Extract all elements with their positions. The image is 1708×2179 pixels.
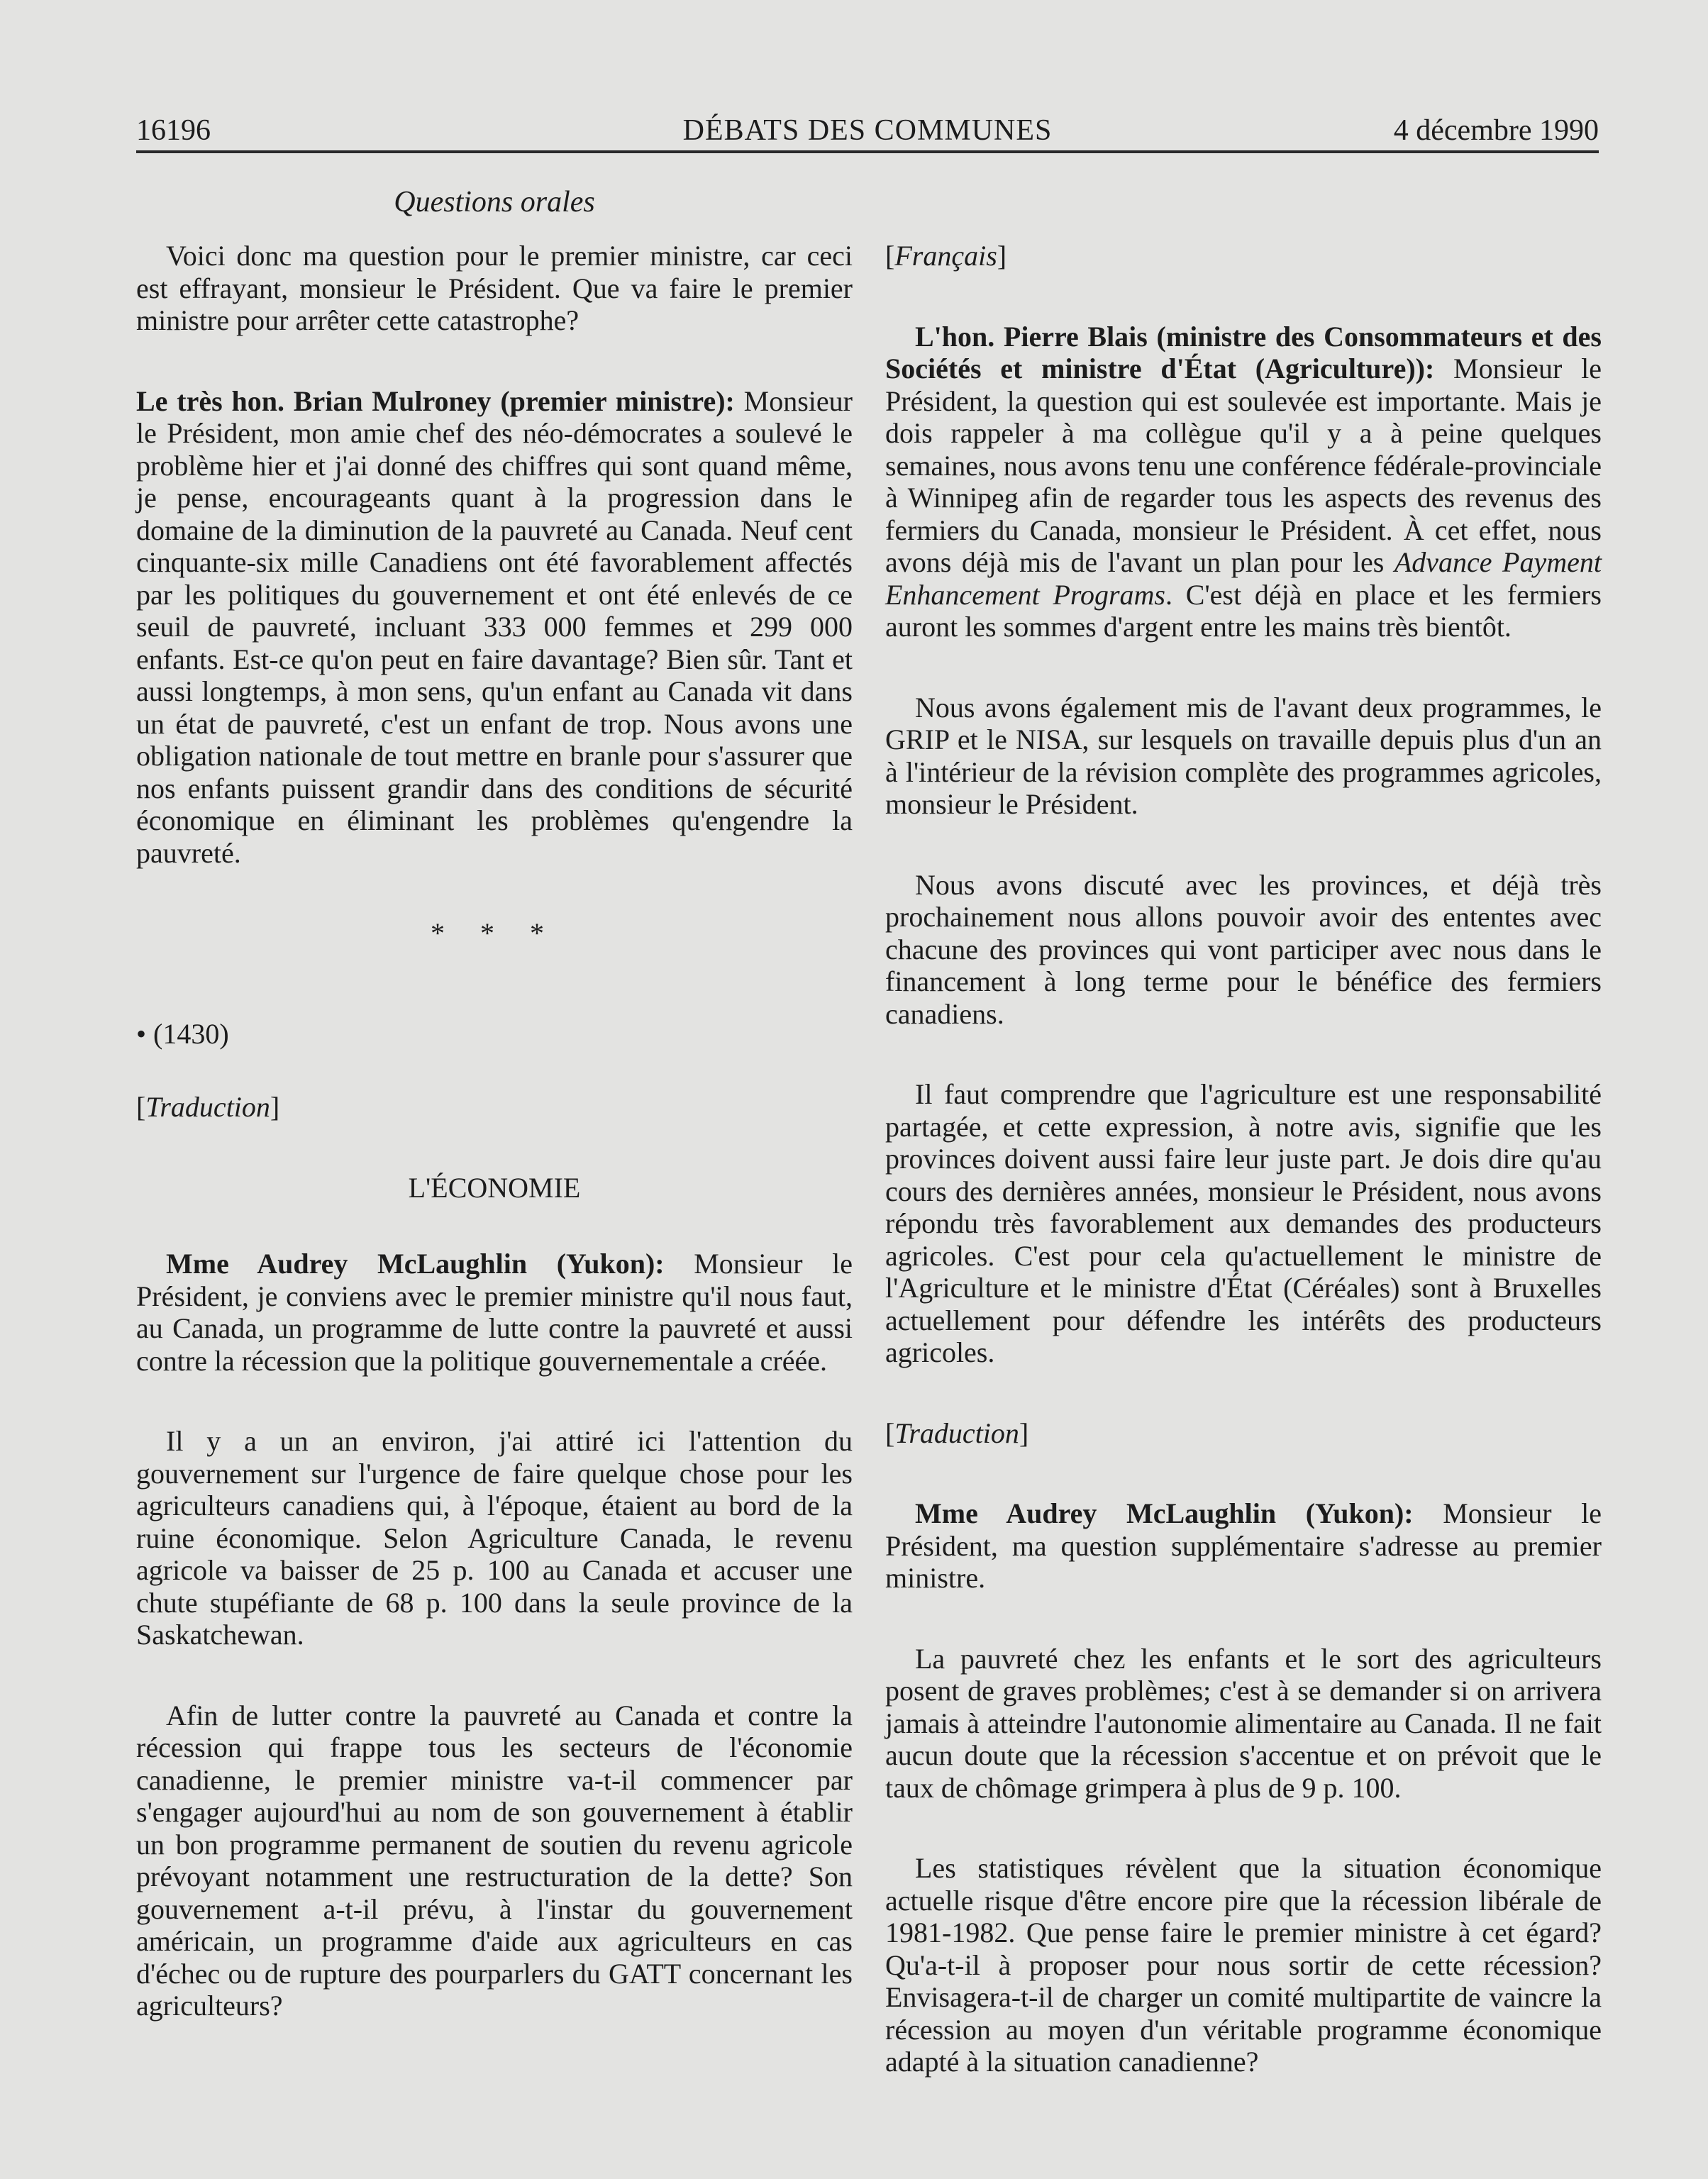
section-separator: * * * <box>431 917 558 949</box>
program-name: Advance Payment Enhancement Programs <box>885 546 1602 611</box>
paragraph: Il y a un an environ, j'ai attiré ici l'attention du gouvernement sur l'urgence de faire quelque chose pour les agriculteurs canadiens qui, à l'époque, étaient au bord de la ruine économique. Selon Agriculture Canada, le revenu agricole va baisser de 25 p. 100 au Canada et accuser une chute stupéfiante de 68 p. 100 dans la seule province de la Saskatchewan. <box>136 1425 853 1651</box>
language-tag-label: Traduction <box>145 1091 270 1123</box>
bracket-close: ] <box>997 240 1007 272</box>
bracket-close: ] <box>270 1091 280 1123</box>
left-column <box>136 240 853 2070</box>
bracket-open: [ <box>885 240 895 272</box>
speech-text: Monsieur le Président, la question qui est soulevée est importante. Mais je dois rappeler à ma collègue qu'il y a à peine quelques semaines, nous avons tenu une conférence fédérale-provinciale à Winnipeg afin de regarder tous les aspects des revenus des fermiers du Canada, monsieur le Président. À cet effet, nous avons déjà mis de l'avant un plan pour les <box>885 353 1602 578</box>
bracket-open: [ <box>885 1416 895 1449</box>
publication-title: DÉBATS DES COMMUNES <box>682 114 1053 147</box>
paragraph: Les statistiques révèlent que la situation économique actuelle risque d'être encore pire que la récession libérale de 1981-1982. Que pense faire le premier ministre à cet égard? Qu'a-t-il à proposer pour nous sortir de cette récession? Envisagera-t-il de charger un comité multipartite de vaincre la récession au moyen d'un véritable programme économique adapté à la situation canadienne? <box>885 1852 1602 2078</box>
paragraph: Il faut comprendre que l'agriculture est une responsabilité partagée, et cette expression, à notre avis, signifie que les provinces doivent aussi faire leur juste part. Je dois dire qu'au cours des dernières années, monsieur le Président, nous avons répondu très favorablement aux demandes des producteurs agricoles. C'est pour cela qu'actuellement le ministre de l'Agriculture et le ministre d'État (Céréales) sont à Bruxelles actuellement pour défendre les intérêts des producteurs agricoles. <box>885 1078 1602 1368</box>
paragraph <box>885 1497 1602 1595</box>
language-tag <box>136 1091 853 1124</box>
paragraph: Afin de lutter contre la pauvreté au Canada et contre la récession qui frappe tous les secteurs de l'économie canadienne, le premier ministre va-t-il commencer par s'engager aujourd'hui au nom de son gouvernement à établir un bon programme permanent de soutien du revenu agricole prévoyant notamment une restructuration de la dette? Son gouvernement a-t-il prévu, à l'instar du gouvernement américain, un programme d'aide aux agriculteurs en cas d'échec ou de rupture des pourparlers du GATT concernant les agriculteurs? <box>136 1699 853 2022</box>
bracket-close: ] <box>1019 1416 1029 1449</box>
paragraph: La pauvreté chez les enfants et le sort des agriculteurs posent de graves problèmes; c'est à se demander si on arrivera jamais à atteindre l'autonomie alimentaire au Canada. Il ne fait aucun doute que la récession s'accentue et on prévoit que le taux de chômage grimpera à plus de 9 p. 100. <box>885 1642 1602 1804</box>
right-column <box>885 240 1602 2127</box>
publication-date: 4 décembre 1990 <box>1393 114 1599 147</box>
paragraph <box>885 321 1602 643</box>
speaker-name: Mme Audrey McLaughlin (Yukon): <box>915 1497 1414 1529</box>
paragraph: Nous avons également mis de l'avant deux programmes, le GRIP et le NISA, sur lesquels on travaille depuis plus d'un an à l'intérieur de la révision complète des programmes agricoles, monsieur le Président. <box>885 691 1602 820</box>
bracket-open: [ <box>136 1091 146 1123</box>
language-tag <box>885 240 1602 272</box>
page-number: 16196 <box>136 114 211 147</box>
section-title: Questions orales <box>394 186 595 218</box>
speech-text: Monsieur le Président, ma question supplémentaire s'adresse au premier ministre. <box>885 1497 1602 1594</box>
speech-text: Monsieur le Président, mon amie chef des néo-démocrates a soulevé le problème hier et j'ai donné des chiffres qui sont quand même, je pense, encourageants quant à la progression dans le domaine de la diminution de la pauvreté au Canada. Neuf cent cinquante-six mille Canadiens ont été favorablement affectés par les politiques du gouvernement et ont été enlevés de ce seuil de pauvreté, incluant 333 000 femmes et 299 000 enfants. Est-ce qu'on peut en faire davantage? Bien sûr. Tant et aussi longtemps, à mon sens, qu'un enfant au Canada vit dans un état de pauvreté, c'est un enfant de trop. Nous avons une obligation nationale de tout mettre en branle pour s'assurer que nos enfants puissent grandir dans des conditions de sécurité économique en éliminant les problèmes qu'engendre la pauvreté. <box>136 384 853 869</box>
paragraph <box>136 1248 853 1377</box>
page-header <box>136 108 1599 153</box>
speaker-name: Le très hon. Brian Mulroney (premier ministre): <box>136 384 735 417</box>
speech-text: . C'est déjà en place et les fermiers auront les sommes d'argent entre les mains très bientôt. <box>885 578 1602 643</box>
speaker-name: L'hon. Pierre Blais (ministre des Consommateurs et des Sociétés et ministre d'État (Agriculture)): <box>885 320 1602 384</box>
time-marker: • (1430) <box>136 1017 229 1050</box>
speaker-name: Mme Audrey McLaughlin (Yukon): <box>166 1248 665 1280</box>
header-rule <box>136 150 1599 153</box>
language-tag-label: Français <box>894 240 997 272</box>
paragraph: Voici donc ma question pour le premier ministre, car ceci est effrayant, monsieur le Président. Que va faire le premier ministre pour arrêter cette catastrophe? <box>136 240 853 336</box>
language-tag <box>885 1417 1602 1450</box>
paragraph: Nous avons discuté avec les provinces, et déjà très prochainement nous allons pouvoir avoir des ententes avec chacune des provinces qui vont participer avec nous dans le financement à long terme pour le bénéfice des fermiers canadiens. <box>885 868 1602 1030</box>
topic-heading: L'ÉCONOMIE <box>408 1171 581 1204</box>
language-tag-label: Traduction <box>894 1416 1019 1449</box>
speech-text: Monsieur le Président, je conviens avec le premier ministre qu'il nous faut, au Canada, un programme de lutte contre la pauvreté et aussi contre la récession que la politique gouvernementale a créée. <box>136 1248 853 1377</box>
paragraph <box>136 385 853 870</box>
